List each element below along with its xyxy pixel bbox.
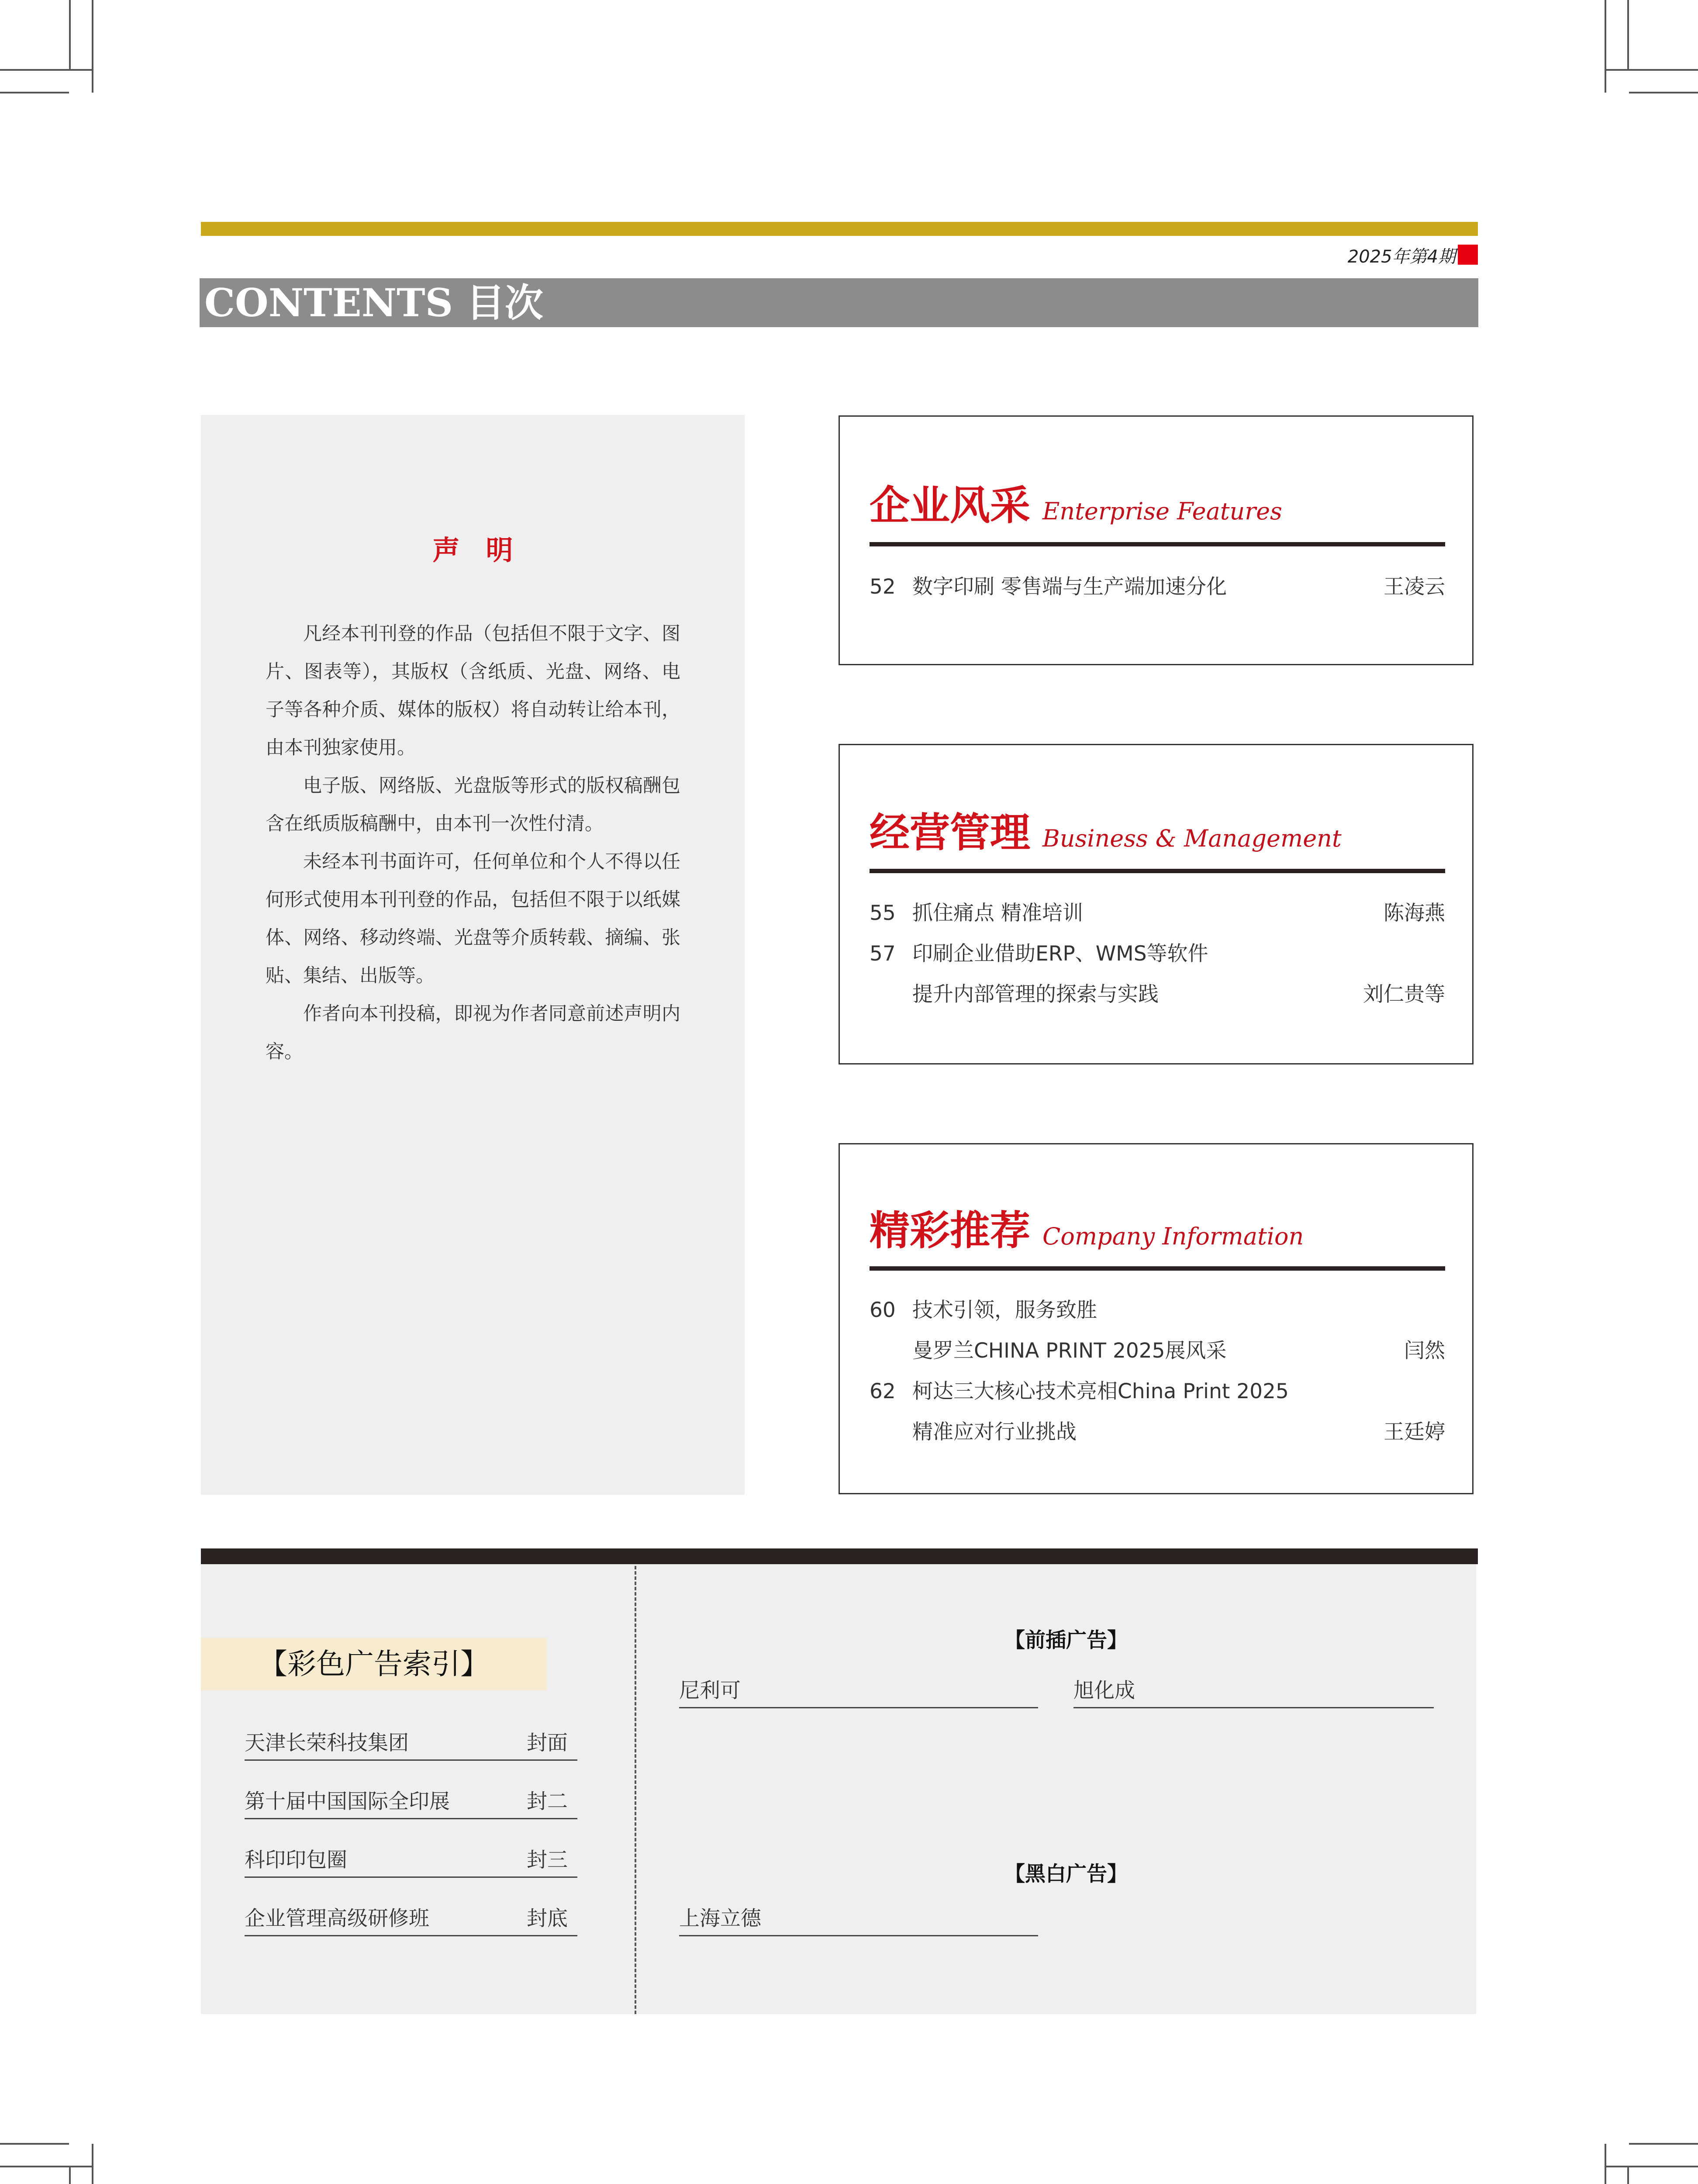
crop-mark — [92, 2144, 93, 2184]
section-rule — [870, 542, 1445, 546]
statement-title: 声明 — [432, 534, 539, 566]
crop-mark — [1627, 0, 1629, 69]
crop-mark — [1605, 0, 1606, 93]
toc-page: 62 — [870, 1379, 896, 1403]
ad-name: 旭化成 — [1073, 1679, 1135, 1703]
front-insert-heading: 【前插广告】 — [1004, 1628, 1128, 1652]
crop-mark — [1605, 2144, 1606, 2184]
front-insert-ad[interactable] — [679, 1676, 1038, 1708]
crop-mark — [1629, 2143, 1698, 2145]
ad-name: 尼利可 — [679, 1679, 741, 1703]
ad-index-row[interactable] — [245, 1904, 577, 1936]
toc-author: 王凌云 — [1384, 575, 1445, 599]
crop-mark — [1605, 2166, 1698, 2167]
statement-paragraph: 未经本刊书面许可，任何单位和个人不得以任何形式使用本刊刊登的作品，包括但不限于以纸媒体、网络、移动终端、光盘等介质转载、摘编、张贴、集结、出版等。 — [266, 851, 680, 987]
crop-mark — [1605, 69, 1698, 71]
ad-name: 第十届中国国际全印展 — [245, 1790, 450, 1814]
section-title-cn: 经营管理 — [870, 809, 1031, 856]
ad-index-top-bar — [201, 1548, 1478, 1564]
issue-red-square — [1458, 245, 1478, 265]
crop-mark — [1629, 92, 1698, 93]
toc-title: 精准应对行业挑战 — [912, 1420, 1077, 1444]
statement-paragraph: 电子版、网络版、光盘版等形式的版权稿酬包含在纸质版稿酬中，由本刊一次性付清。 — [266, 775, 680, 835]
section-title-en: Company Information — [1042, 1223, 1304, 1250]
front-insert-ad[interactable] — [1073, 1676, 1434, 1708]
section-title-en: Business & Management — [1042, 825, 1342, 852]
crop-mark — [0, 2143, 69, 2145]
issue-label: 2025年第4期 — [1347, 247, 1456, 267]
ad-name: 上海立德 — [679, 1907, 761, 1931]
section-title-cn: 精彩推荐 — [870, 1207, 1031, 1254]
statement-paragraph: 凡经本刊刊登的作品（包括但不限于文字、图片、图表等），其版权（含纸质、光盘、网络、电子等各种介质、媒体的版权）将自动转让给本刊，由本刊独家使用。 — [266, 623, 680, 759]
crop-mark — [0, 92, 69, 93]
section-company-information — [839, 1143, 1474, 1494]
header-gold-bar — [201, 222, 1478, 236]
section-heading — [870, 1199, 1304, 1256]
ad-index-row[interactable] — [245, 1729, 577, 1761]
toc-title: 数字印刷 零售端与生产端加速分化 — [912, 575, 1227, 599]
section-business-management — [839, 744, 1474, 1064]
toc-page: 60 — [870, 1298, 896, 1322]
section-heading — [870, 801, 1342, 858]
ad-index-title: 【彩色广告索引】 — [259, 1647, 489, 1681]
toc-title: 印刷企业借助ERP、WMS等软件 — [912, 942, 1208, 966]
toc-title: 曼罗兰CHINA PRINT 2025展风采 — [912, 1339, 1227, 1363]
toc-author: 陈海燕 — [1384, 901, 1445, 925]
section-title-cn: 企业风采 — [870, 482, 1031, 529]
ad-index-row[interactable] — [245, 1787, 577, 1819]
crop-mark — [1627, 2167, 1629, 2184]
section-rule — [870, 1266, 1445, 1271]
ad-index-divider — [635, 1566, 636, 2014]
toc-title: 柯达三大核心技术亮相China Print 2025 — [912, 1379, 1289, 1403]
crop-mark — [69, 2167, 71, 2184]
crop-mark — [69, 0, 71, 69]
section-enterprise-features — [839, 415, 1474, 665]
ad-index-row[interactable] — [245, 1846, 577, 1878]
statement-body — [266, 615, 680, 1071]
section-title-en: Enterprise Features — [1042, 498, 1282, 525]
ad-name: 企业管理高级研修班 — [245, 1907, 429, 1931]
crop-mark — [0, 2166, 93, 2167]
toc-author: 刘仁贵等 — [1363, 982, 1445, 1006]
crop-mark — [0, 69, 93, 71]
section-heading — [870, 473, 1282, 531]
page-title: CONTENTS 目次 — [204, 280, 543, 325]
ad-position: 封三 — [527, 1848, 568, 1872]
toc-page: 52 — [870, 575, 896, 599]
ad-name: 天津长荣科技集团 — [245, 1731, 409, 1755]
toc-author: 王廷婷 — [1384, 1420, 1445, 1444]
toc-page: 55 — [870, 901, 896, 925]
bw-ad[interactable] — [679, 1904, 1038, 1936]
toc-title: 抓住痛点 精准培训 — [912, 901, 1083, 925]
ad-name: 科印印包圈 — [245, 1848, 347, 1872]
crop-mark — [92, 0, 93, 93]
toc-title: 提升内部管理的探索与实践 — [912, 982, 1159, 1006]
ad-position: 封底 — [527, 1907, 568, 1931]
section-rule — [870, 869, 1445, 873]
toc-title: 技术引领，服务致胜 — [912, 1298, 1097, 1322]
statement-paragraph: 作者向本刊投稿，即视为作者同意前述声明内容。 — [266, 1003, 680, 1063]
ad-position: 封面 — [527, 1731, 568, 1755]
toc-page: 57 — [870, 942, 896, 966]
bw-ad-heading: 【黑白广告】 — [1004, 1862, 1128, 1886]
toc-author: 闫然 — [1404, 1339, 1445, 1363]
ad-position: 封二 — [527, 1790, 568, 1814]
